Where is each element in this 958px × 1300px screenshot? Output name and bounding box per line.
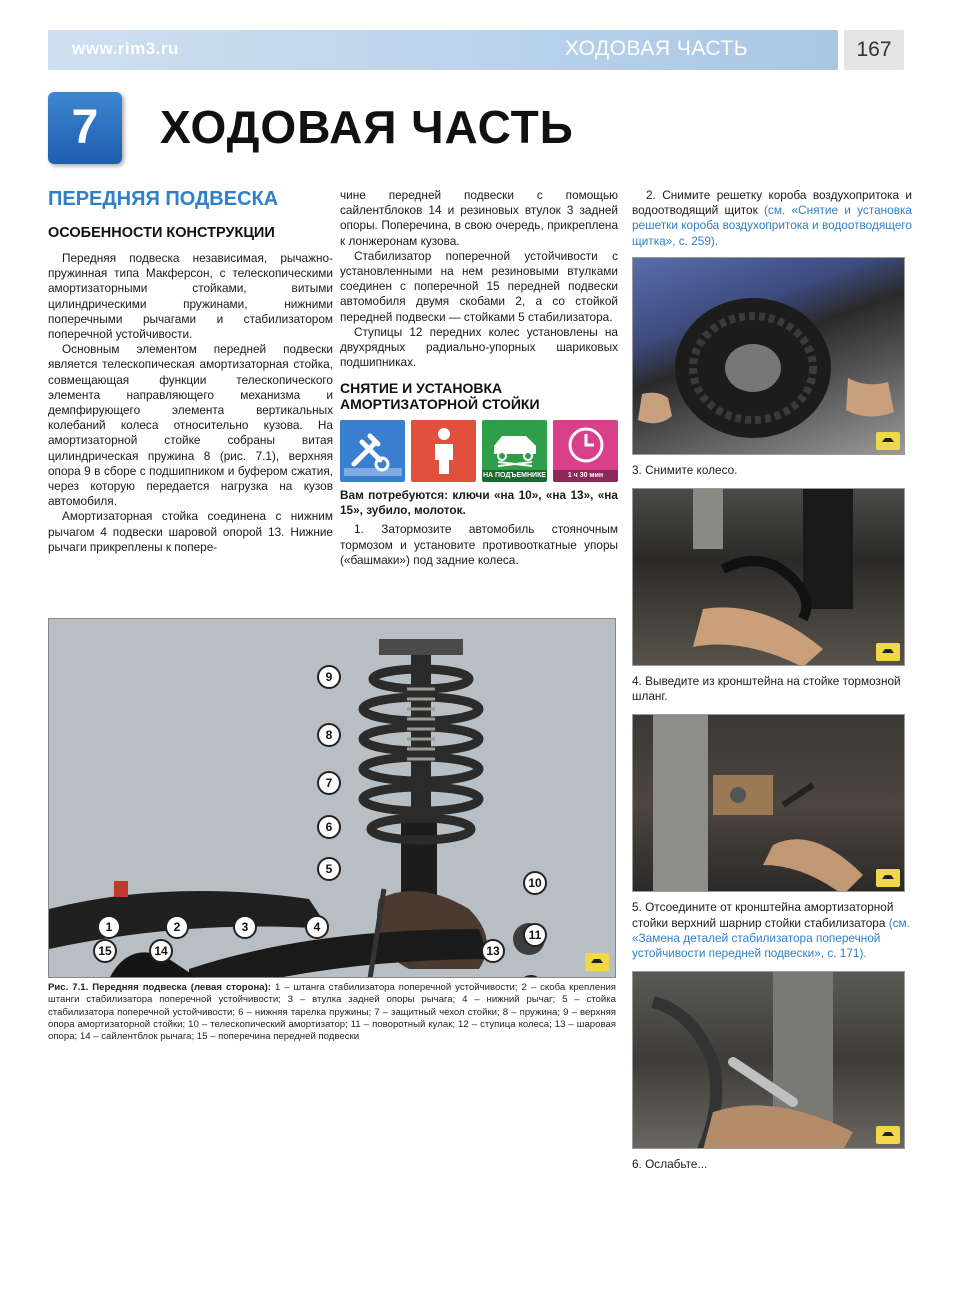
clock-icon — [553, 420, 618, 482]
paragraph: Амортизаторная стойка соединена с нижним рычагом 4 подвески шаровой опорой 13. Нижние рычаги прикреплены к попере- — [48, 509, 333, 554]
time-caption: 1 ч 30 мин — [553, 470, 618, 482]
photo-loosen-nut — [632, 971, 905, 1149]
page-header — [48, 30, 908, 70]
header-band — [48, 30, 838, 70]
step-2 — [632, 188, 912, 249]
lift-badge-icon — [876, 643, 900, 661]
wrench-icon — [340, 420, 405, 482]
procedure-icons — [340, 420, 618, 482]
step-5 — [632, 900, 912, 961]
paragraph: Основным элементом передней подвески является телескопическая амортизаторная стойка, совмещающая функции телескопического элемента направляющего механизма и демпфирующего элемента вертикальных колебаний колеса относительно кузова. На амортизаторной стойке собраны витая цилиндрическая пружина 8 (рис. 7.1), верхняя опора 9 в сборе с подшипником и буфером сжатия, через которую передается нагрузка на кузов автомобиля. — [48, 342, 333, 509]
paragraph: чине передней подвески с помощью сайлентблоков 14 и резиновых втулок 3 задней опоры. Поперечина, в свою очередь, прикреплена к лонжеронам кузова. — [340, 188, 618, 248]
column-middle — [340, 188, 618, 568]
step-4: 4. Выведите из кронштейна на стойке тормозной шланг. — [632, 674, 901, 704]
chapter-number: 7 — [71, 101, 99, 154]
lift-icon-caption: НА ПОДЪЕМНИКЕ — [482, 470, 547, 482]
step-3: 3. Снимите колесо. — [632, 462, 738, 477]
lift-badge-icon — [876, 1126, 900, 1144]
site-url[interactable]: www.rim3.ru — [72, 39, 179, 58]
procedure-heading: СНЯТИЕ И УСТАНОВКА АМОРТИЗАТОРНОЙ СТОЙКИ — [340, 380, 540, 413]
section-heading: ПЕРЕДНЯЯ ПОДВЕСКА — [48, 188, 279, 210]
lift-badge-icon — [585, 953, 609, 971]
section-title: ХОДОВАЯ ЧАСТЬ — [564, 37, 748, 60]
callout-15: 15 — [93, 939, 117, 963]
callout-2: 2 — [165, 915, 189, 939]
lift-badge-icon — [876, 432, 900, 450]
chapter-number-badge — [48, 92, 122, 164]
paragraph: Ступицы 12 передних колес установлены на двухрядных радиально-упорных шариковых подшипниках. — [340, 324, 618, 370]
lift-badge-icon — [876, 869, 900, 887]
callout-8: 8 — [317, 723, 341, 747]
step-2-reference-link[interactable]: (см. «Снятие и установка решетки короба воздухопритока и водоотводящего щитка», с. 259). — [632, 203, 912, 248]
subsection-heading: ОСОБЕННОСТИ КОНСТРУКЦИИ — [48, 225, 275, 241]
paragraph: Передняя подвеска независимая, рычажно-пружинная типа Макферсон, с телескопическими амортизаторными стойками, витыми цилиндрическими пружинами, нижними поперечными рычагами и стабилизатором поперечной устойчивости. — [48, 251, 333, 342]
figure-caption-title: Рис. 7.1. Передняя подвеска (левая сторона): — [48, 982, 271, 993]
chapter-title: ХОДОВАЯ ЧАСТЬ — [160, 101, 574, 153]
callout-5: 5 — [317, 857, 341, 881]
callout-3: 3 — [233, 915, 257, 939]
photo-brake-hose — [632, 488, 905, 666]
photo-wheel — [632, 257, 905, 455]
step-5-reference-link[interactable]: (см. «Замена деталей стабилизатора поперечной устойчивости передней подвески», с. 171). — [632, 915, 910, 961]
figure-caption — [48, 982, 616, 1043]
callout-13: 13 — [481, 939, 505, 963]
suspension-figure — [48, 618, 616, 978]
callout-7: 7 — [317, 771, 341, 795]
callout-6: 6 — [317, 815, 341, 839]
required-tools: Вам потребуются: ключи «на 10», «на 13», «на 15», зубило, молоток. — [340, 488, 618, 518]
step-6: 6. Ослабьте... — [632, 1157, 708, 1172]
callout-11: 11 — [523, 923, 547, 947]
callout-10: 10 — [523, 871, 547, 895]
page-number: 167 — [844, 30, 904, 70]
step-5-text: 5. Отсоедините от кронштейна амортизаторной стойки верхний шарнир стойки стабилизатора — [632, 900, 894, 930]
figure-caption-text: 1 – штанга стабилизатора поперечной устойчивости; 2 – скоба крепления штанги стабилизатора поперечной устойчивости; 3 – втулка задней опоры рычага; 4 – нижний рычаг; 5 – стойка стабилизатора поперечной устойчивости; 6 – нижняя тарелка пружины; 7 – защитный чехол стойки; 8 – пружина; 9 – верхняя опора амортизаторной стойки; 10 – телескопический амортизатор; 11 – поворотный кулак; 12 – ступица колеса; 13 – шаровая опора; 14 – сайлентблок рычага; 15 – поперечина передней подвески — [48, 982, 617, 1043]
column-left — [48, 188, 333, 555]
step-2-text: 2. Снимите решетку короба воздухопритока и водоотводящий щиток — [632, 188, 912, 218]
callout-9: 9 — [317, 665, 341, 689]
column-right — [632, 188, 912, 1182]
callout-14: 14 — [149, 939, 173, 963]
callout-4: 4 — [305, 915, 329, 939]
photo-stabilizer-joint — [632, 714, 905, 892]
callout-1: 1 — [97, 915, 121, 939]
step-1: 1. Затормозите автомобиль стояночным тормозом и установите противооткатные упоры («башмаки») под задние колеса. — [340, 522, 618, 567]
lift-icon — [482, 420, 547, 482]
person-icon — [411, 420, 476, 482]
paragraph: Стабилизатор поперечной устойчивости с установленными на нем резиновыми втулками соединен с поперечной 15 передней подвески автомобиля двумя скобами 2, а со стойкой передней подвески — стойками 5 стабилизатора. — [340, 248, 618, 324]
